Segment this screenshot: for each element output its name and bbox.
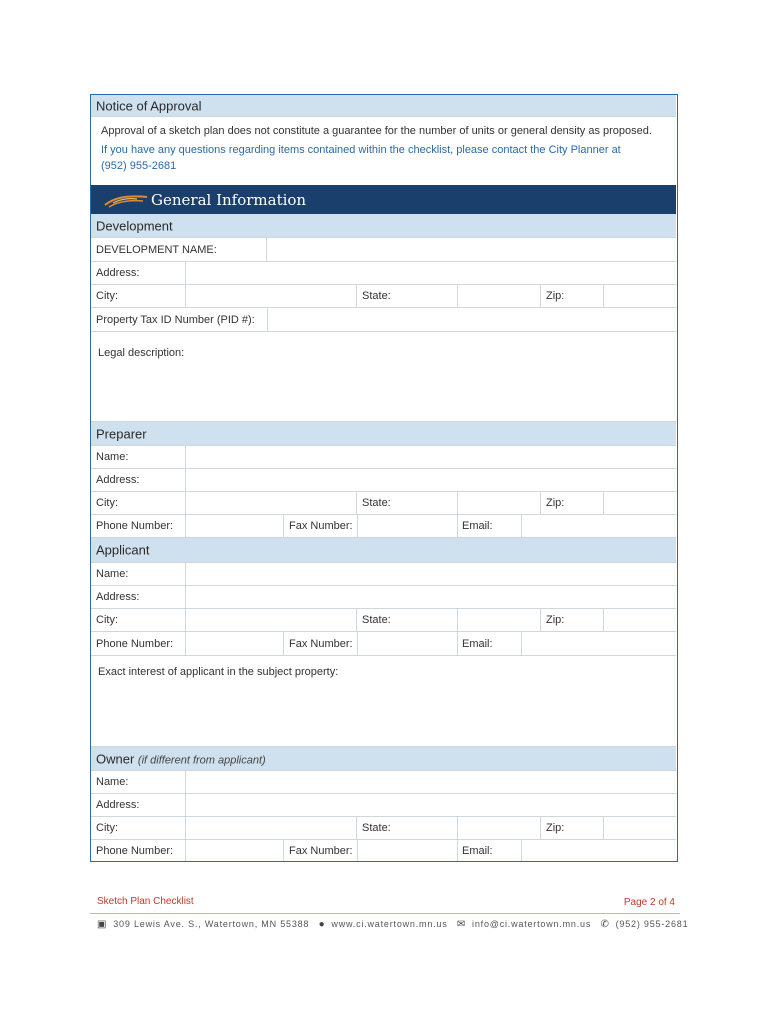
owner-zip-label: Zip: [546, 822, 565, 834]
applicant-email-field[interactable] [521, 632, 676, 655]
owner-address-label: Address: [96, 799, 140, 811]
development-name-label: DEVELOPMENT NAME: [96, 243, 217, 256]
envelope-icon: ✉ [456, 919, 467, 930]
preparer-city-label: City: [96, 497, 118, 509]
development-pid-field[interactable] [267, 308, 676, 331]
development-city-field[interactable] [185, 285, 356, 307]
applicant-address-field[interactable] [185, 586, 676, 608]
preparer-zip-label: Zip: [546, 497, 565, 509]
notice-contact-line1: If you have any questions regarding items contained within the checklist, please contact the City Planner at [101, 144, 621, 156]
applicant-interest-label: Exact interest of applicant in the subject property: [98, 666, 339, 678]
development-state-label: State: [362, 290, 391, 302]
preparer-state-label: State: [362, 497, 391, 509]
phone-icon: ✆ [600, 919, 610, 930]
applicant-phone-row [91, 632, 676, 656]
applicant-interest-row[interactable] [91, 656, 676, 747]
footer-email[interactable]: info@ci.watertown.mn.us [472, 919, 592, 929]
owner-fax-field[interactable] [357, 840, 457, 861]
notice-contact-line2: (952) 955-2681 [101, 160, 177, 172]
owner-title-wrap [96, 751, 266, 766]
owner-state-label-cell [356, 817, 457, 839]
preparer-phone-label: Phone Number: [96, 520, 174, 532]
preparer-email-label: Email: [462, 520, 493, 532]
preparer-email-label-cell [457, 515, 521, 537]
development-legal-label: Legal description: [98, 347, 185, 359]
applicant-city-label: City: [96, 614, 118, 626]
development-address-field[interactable] [185, 262, 676, 284]
notice-body [91, 117, 676, 185]
development-name-row [91, 238, 676, 262]
owner-fax-label-cell [283, 840, 357, 861]
owner-name-label: Name: [96, 776, 129, 788]
development-city-label: City: [96, 290, 118, 302]
swoosh-logo-icon [103, 191, 149, 209]
development-address-row [91, 262, 676, 285]
owner-phone-label: Phone Number: [96, 844, 174, 857]
preparer-phone-row [91, 515, 676, 538]
applicant-zip-field[interactable] [603, 609, 676, 631]
owner-city-field[interactable] [185, 817, 356, 839]
development-header [91, 214, 676, 238]
footer-website[interactable]: www.ci.watertown.mn.us [331, 919, 448, 929]
applicant-header [91, 538, 676, 563]
preparer-city-field[interactable] [185, 492, 356, 514]
owner-email-field[interactable] [521, 840, 676, 861]
notice-text: Approval of a sketch plan does not constitute a guarantee for the number of units or general density as proposed. [101, 125, 652, 137]
footer-divider [90, 913, 680, 914]
applicant-name-field[interactable] [185, 563, 676, 585]
preparer-city-row [91, 492, 676, 515]
applicant-name-row [91, 563, 676, 586]
preparer-zip-label-cell [540, 492, 603, 514]
preparer-email-field[interactable] [521, 515, 676, 537]
owner-email-label-cell [457, 840, 521, 861]
notice-title: Notice of Approval [96, 98, 202, 113]
form-frame [90, 94, 678, 862]
owner-zip-label-cell [540, 817, 603, 839]
footer-address: 309 Lewis Ave. S., Watertown, MN 55388 [113, 919, 310, 929]
footer-page-number: Page 2 of 4 [623, 897, 675, 908]
preparer-fax-label-cell [283, 515, 357, 537]
development-pid-label: Property Tax ID Number (PID #): [96, 313, 255, 326]
preparer-name-field[interactable] [185, 446, 676, 468]
development-state-label-cell [356, 285, 457, 307]
development-zip-label-cell [540, 285, 603, 307]
owner-name-field[interactable] [185, 771, 676, 793]
preparer-title: Preparer [96, 426, 147, 441]
preparer-name-label: Name: [96, 451, 129, 463]
owner-city-row [91, 817, 676, 840]
applicant-state-field[interactable] [457, 609, 540, 631]
applicant-zip-label: Zip: [546, 614, 565, 626]
footer-contact-bar [97, 919, 694, 930]
development-address-label: Address: [96, 267, 140, 279]
development-state-field[interactable] [457, 285, 540, 307]
owner-state-label: State: [362, 822, 391, 834]
banner-title: General Information [151, 190, 307, 209]
preparer-header [91, 422, 676, 446]
owner-city-label: City: [96, 822, 118, 834]
applicant-address-label: Address: [96, 591, 140, 603]
owner-state-field[interactable] [457, 817, 540, 839]
owner-title: Owner [96, 751, 135, 766]
applicant-fax-label: Fax Number: [289, 637, 353, 650]
applicant-state-label: State: [362, 614, 391, 626]
footer-doc-title: Sketch Plan Checklist [97, 896, 194, 907]
applicant-fax-field[interactable] [357, 632, 457, 655]
applicant-state-label-cell [356, 609, 457, 631]
preparer-fax-field[interactable] [357, 515, 457, 537]
preparer-address-label: Address: [96, 474, 140, 486]
development-pid-row [91, 308, 676, 332]
preparer-address-field[interactable] [185, 469, 676, 491]
development-city-row [91, 285, 676, 308]
owner-email-label: Email: [462, 844, 493, 857]
owner-phone-field[interactable] [185, 840, 283, 861]
development-title: Development [96, 218, 173, 233]
applicant-email-label: Email: [462, 637, 493, 650]
preparer-phone-field[interactable] [185, 515, 283, 537]
general-information-banner [91, 185, 676, 214]
owner-name-row [91, 771, 676, 794]
owner-title-note: (if different from applicant) [137, 754, 266, 766]
preparer-address-row [91, 469, 676, 492]
preparer-zip-field[interactable] [603, 492, 676, 514]
owner-address-field[interactable] [185, 794, 676, 816]
owner-address-row [91, 794, 676, 817]
footer-phone: (952) 955-2681 [615, 919, 689, 929]
development-zip-field[interactable] [603, 285, 676, 307]
preparer-state-field[interactable] [457, 492, 540, 514]
preparer-fax-label: Fax Number: [289, 520, 353, 532]
notice-header [91, 95, 676, 117]
applicant-phone-label: Phone Number: [96, 637, 174, 650]
development-name-field[interactable] [266, 238, 676, 261]
owner-phone-row [91, 840, 676, 861]
applicant-name-label: Name: [96, 568, 129, 580]
building-icon: ▣ [97, 919, 108, 930]
applicant-title: Applicant [96, 542, 150, 558]
applicant-fax-label-cell [283, 632, 357, 655]
applicant-city-row [91, 609, 676, 632]
applicant-email-label-cell [457, 632, 521, 655]
owner-header [91, 747, 676, 771]
preparer-state-label-cell [356, 492, 457, 514]
applicant-phone-field[interactable] [185, 632, 283, 655]
applicant-address-row [91, 586, 676, 609]
applicant-city-field[interactable] [185, 609, 356, 631]
applicant-zip-label-cell [540, 609, 603, 631]
preparer-name-row [91, 446, 676, 469]
development-legal-row[interactable] [91, 332, 676, 422]
owner-fax-label: Fax Number: [289, 844, 353, 857]
development-zip-label: Zip: [546, 290, 565, 302]
globe-icon: ● [318, 919, 326, 930]
owner-zip-field[interactable] [603, 817, 676, 839]
